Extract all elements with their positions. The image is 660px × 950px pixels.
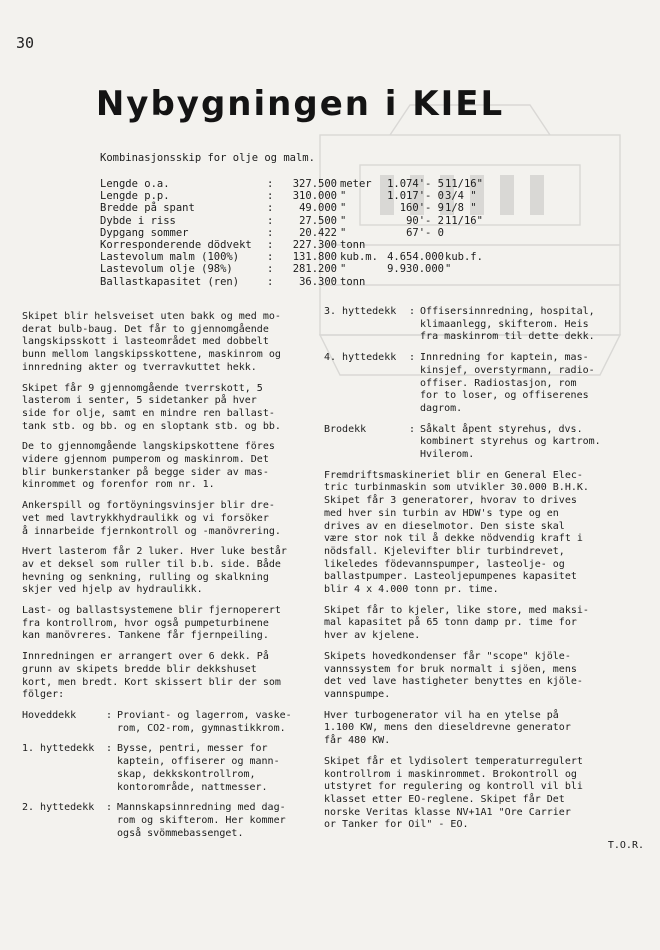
spec-label: Lastevolum olje (98%) xyxy=(100,263,233,276)
spec-colon: : xyxy=(267,263,274,276)
deck-label: Brodekk xyxy=(324,423,367,435)
deck-label: Hoveddekk xyxy=(22,709,77,721)
spec-colon: : xyxy=(267,178,274,190)
spec-unit: " xyxy=(340,202,347,215)
spec-value: 27.500 xyxy=(299,214,337,227)
deck-text: Mannskapsinnredning med dag- rom og skifterom. Her kommer også svömmebassenget. xyxy=(117,802,286,839)
spec-imperial-value: 67'- 0 xyxy=(406,226,444,239)
deck-label: 2. hyttedekk xyxy=(22,802,95,814)
spec-value: 131.800 xyxy=(292,251,337,264)
spec-imperial-rest: " xyxy=(445,263,452,276)
deck-entry xyxy=(324,424,644,462)
spec-label: Korresponderende dödvekt xyxy=(100,238,252,251)
left-column xyxy=(22,311,310,848)
spec-label: Lengde o.a. xyxy=(100,178,170,190)
page-number: 30 xyxy=(16,34,35,52)
deck-label: 3. hyttedekk xyxy=(324,306,397,317)
deck-text: Innredning for kaptein, mas- kinsjef, overstyrmann, radio- offiser. Radiostasjon, rom for to loser, og offiserenes dagrom. xyxy=(420,352,595,414)
left-paragraphs xyxy=(22,311,310,702)
paragraph: Fremdriftsmaskineriet blir en General Elec- tric turbinmaskin som utvikler 30.000 B.H.K. Skipet får 3 generatorer, hvorav to drives med hver sin turbin av HDW's type og en drives av en dieselmotor. Den siste skal være stor nok til å dekke nödvendig kraft i nödsfall. Kjelevifter blir turbindrevet, likeledes födevannspumper, lasteolje- og ballastpumper. Lasteoljepumpenes kapasitet blir 4 x 4.000 tonn pr. time. xyxy=(324,469,589,596)
deck-colon: : xyxy=(106,709,113,721)
spec-colon: : xyxy=(267,190,274,203)
spec-imperial-rest: 3/4 " xyxy=(445,190,477,203)
deck-text: Offisersinnredning, hospital, klimaanlegg, skifterom. Heis fra maskinrom til dette dekk. xyxy=(420,306,595,343)
paragraph: Skipet får to kjeler, like store, med maksi- mal kapasitet på 65 tonn damp pr. time for hver av kjelene. xyxy=(324,604,589,642)
paragraph: Skipets hovedkondenser får "scope" kjöle- vannssystem for bruk normalt i sjöen, mens det ved lave hastigheter benyttes en kjöle- vannspumpe. xyxy=(324,650,583,700)
paragraph: Skipet får 9 gjennomgående tverrskott, 5 lasterom i senter, 5 sidetanker på hver side for olje, samt en mindre ren ballast- tank stb. og bb. og en sloptank stb. og bb. xyxy=(22,382,281,432)
spec-value: 20.422 xyxy=(299,226,337,239)
spec-unit: " xyxy=(340,263,347,276)
right-column xyxy=(324,306,644,861)
paragraph: Ankerspill og fortöyningsvinsjer blir dre- vet med lavtrykkhydraulikk og vi forsöker å innarbeide fjernkontroll og -manövrering. xyxy=(22,500,281,537)
paragraph: Innredningen er arrangert over 6 dekk. På grunn av skipets bredde blir dekkshuset kort, men bredt. Kort skissert blir der som fölger: xyxy=(22,651,281,701)
spec-label: Dypgang sommer xyxy=(100,226,189,239)
spec-imperial-rest: 1/8 " xyxy=(445,202,477,215)
deck-entry xyxy=(22,743,310,794)
spec-unit: " xyxy=(340,214,347,227)
spec-imperial-rest: kub.f. xyxy=(445,251,483,264)
spec-imperial-rest: 11/16" xyxy=(445,214,483,227)
spec-value: 49.000 xyxy=(299,202,337,215)
spec-imperial-value: 1.017'- 0 xyxy=(387,190,444,203)
spec-value: 281.200 xyxy=(292,263,337,276)
paragraph: Hver turbogenerator vil ha en ytelse på 1.100 KW, mens den dieseldrevne generator får 480 KW. xyxy=(324,709,571,747)
deck-text: Såkalt åpent styrehus, dvs. kombinert styrehus og kartrom. Hvilerom. xyxy=(420,423,601,461)
spec-unit: tonn xyxy=(340,238,366,251)
spec-label: Lastevolum malm (100%) xyxy=(100,251,240,264)
spec-unit: meter xyxy=(340,178,372,190)
spec-colon: : xyxy=(267,275,274,288)
deck-label: 1. hyttedekk xyxy=(22,743,95,755)
spec-value: 227.300 xyxy=(292,238,337,251)
deck-colon: : xyxy=(106,743,113,755)
paragraph: Skipet får et lydisolert temperaturregulert kontrollrom i maskinrommet. Brokontroll og utstyret for regulering og kontroll vil bli klasset etter EO-reglene. Skipet får Det norske Veritas klasse NV+1A1 "Ore Carrier or Tanker for Oil" - EO. xyxy=(324,755,583,831)
paragraph: Last- og ballastsystemene blir fjernoperert fra kontrollrom, hvor også pumpeturbinene kan manövreres. Tankene får fjernpeiling. xyxy=(22,605,281,642)
spec-label: Bredde på spant xyxy=(100,202,195,215)
deck-text: Bysse, pentri, messer for kaptein, offiserer og mann- skap, dekkskontrollrom, kontorområde, nattmesser. xyxy=(117,743,280,793)
deck-entry xyxy=(324,352,644,416)
deck-label: 4. hyttedekk xyxy=(324,352,397,364)
spec-imperial-value: 90'- 2 xyxy=(406,214,444,227)
spec-label: Dybde i riss xyxy=(100,214,176,227)
spec-colon: : xyxy=(267,202,274,215)
spec-unit: " xyxy=(340,190,347,203)
spec-imperial-value: 160'- 9 xyxy=(399,202,444,215)
spec-imperial-rest: 11/16" xyxy=(445,178,483,190)
deck-entry xyxy=(22,710,310,735)
right-paragraphs xyxy=(324,470,644,832)
deck-text: Proviant- og lagerrom, vaske- rom, CO2-rom, gymnastikkrom. xyxy=(117,709,292,734)
deck-colon: : xyxy=(409,306,416,317)
spec-value: 327.500 xyxy=(292,178,337,190)
left-deck-list xyxy=(22,710,310,840)
spec-value: 36.300 xyxy=(299,275,337,288)
deck-colon: : xyxy=(106,802,113,814)
spec-imperial-value: 4.654.000 xyxy=(387,251,444,264)
paragraph: Skipet blir helsveiset uten bakk og med mo- derat bulb-baug. Det får to gjennomgående langskipsskott i lasteområdet med dobbelt bunn mellom langskipsskottene, maskinrom og innredning akter og tverravkuttet hekk. xyxy=(22,311,281,373)
spec-unit: tonn xyxy=(340,275,366,288)
spec-value: 310.000 xyxy=(292,190,337,203)
deck-colon: : xyxy=(409,423,416,435)
signature: T.O.R. xyxy=(607,840,644,852)
deck-colon: : xyxy=(409,352,416,364)
intro-line: Kombinasjonsskip for olje og malm. xyxy=(100,152,315,164)
spec-colon: : xyxy=(267,214,274,227)
deck-entry xyxy=(324,306,644,344)
spec-colon: : xyxy=(267,251,274,264)
spec-label: Ballastkapasitet (ren) xyxy=(100,275,240,288)
spec-colon: : xyxy=(267,226,274,239)
article-title: Nybygningen i KIEL xyxy=(95,84,505,124)
spec-unit: kub.m. xyxy=(340,251,378,264)
deck-entry xyxy=(22,802,310,840)
spec-imperial-value: 9.930.000 xyxy=(387,263,444,276)
paragraph: Hvert lasterom får 2 luker. Hver luke består av et deksel som ruller til b.b. side. Både hevning og senkning, rulling og skalkning skjer ved hjelp av hydraulikk. xyxy=(22,546,287,596)
paragraph: De to gjennomgående langskipskottene föres videre gjennom pumperom og maskinrom. Det blir bunkerstanker på begge sider av mas- kinrommet og forenfor rom nr. 1. xyxy=(22,441,275,491)
right-deck-list xyxy=(324,306,644,462)
spec-colon: : xyxy=(267,238,274,251)
spec-label: Lengde p.p. xyxy=(100,190,170,203)
spec-imperial-value: 1.074'- 5 xyxy=(387,178,444,190)
spec-unit: " xyxy=(340,226,347,239)
